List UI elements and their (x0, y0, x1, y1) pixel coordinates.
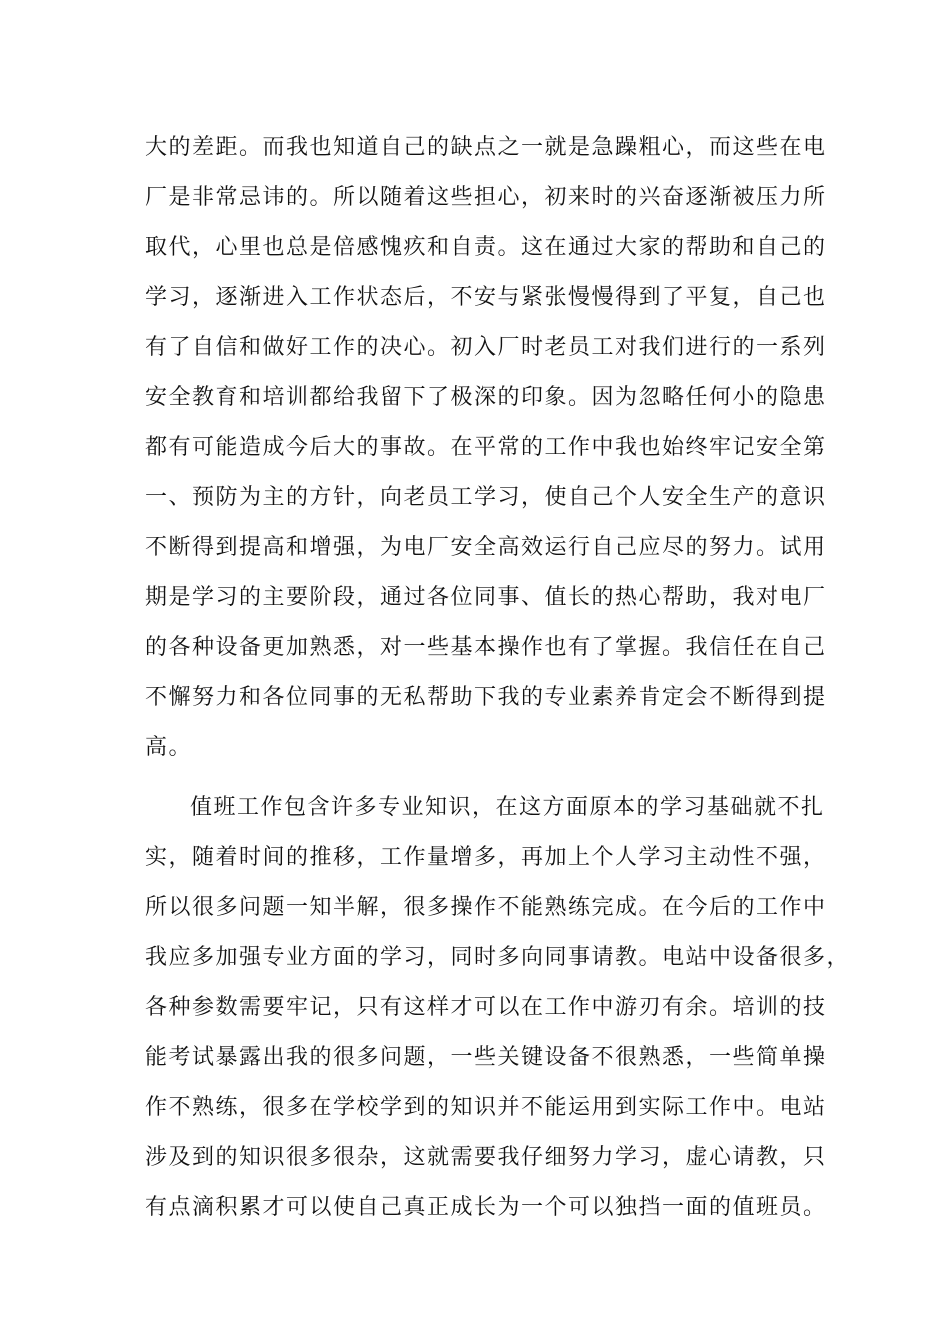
paragraph-1-line-8: 一、预防为主的方针，向老员工学习，使自己个人安全生产的意识 (145, 485, 827, 510)
paragraph-2-line-8: 涉及到的知识很多很杂，这就需要我仔细努力学习，虚心请教，只 (145, 1145, 827, 1170)
paragraph-1-line-9: 不断得到提高和增强，为电厂安全高效运行自己应尽的努力。试用 (145, 535, 827, 560)
paragraph-2-line-3: 所以很多问题一知半解，很多操作不能熟练完成。在今后的工作中 (145, 895, 827, 920)
paragraph-1-line-5: 有了自信和做好工作的决心。初入厂时老员工对我们进行的一系列 (145, 335, 827, 360)
paragraph-2-line-9: 有点滴积累才可以使自己真正成长为一个可以独挡一面的值班员。 (145, 1195, 827, 1220)
paragraph-1-line-3: 取代，心里也总是倍感愧疚和自责。这在通过大家的帮助和自己的 (145, 235, 827, 260)
paragraph-1-line-13: 高。 (145, 735, 193, 760)
paragraph-2-line-6: 能考试暴露出我的很多问题，一些关键设备不很熟悉，一些简单操 (145, 1045, 827, 1070)
paragraph-1-line-12: 不懈努力和各位同事的无私帮助下我的专业素养肯定会不断得到提 (145, 685, 827, 710)
paragraph-1-line-10: 期是学习的主要阶段，通过各位同事、值长的热心帮助，我对电厂 (145, 585, 827, 610)
paragraph-1-line-11: 的各种设备更加熟悉，对一些基本操作也有了掌握。我信任在自己 (145, 635, 827, 660)
paragraph-1-line-7: 都有可能造成今后大的事故。在平常的工作中我也始终牢记安全第 (145, 435, 827, 460)
paragraph-2-line-1: 值班工作包含许多专业知识，在这方面原本的学习基础就不扎 (190, 795, 825, 820)
paragraph-1-line-6: 安全教育和培训都给我留下了极深的印象。因为忽略任何小的隐患 (145, 385, 827, 410)
paragraph-1-line-2: 厂是非常忌讳的。所以随着这些担心，初来时的兴奋逐渐被压力所 (145, 185, 827, 210)
paragraph-2-line-5: 各种参数需要牢记，只有这样才可以在工作中游刃有余。培训的技 (145, 995, 827, 1020)
paragraph-1-line-1: 大的差距。而我也知道自己的缺点之一就是急躁粗心，而这些在电 (145, 135, 827, 160)
paragraph-2-line-2: 实，随着时间的推移，工作量增多，再加上个人学习主动性不强， (145, 845, 827, 870)
paragraph-2-line-7: 作不熟练，很多在学校学到的知识并不能运用到实际工作中。电站 (145, 1095, 827, 1120)
paragraph-1-line-4: 学习，逐渐进入工作状态后，不安与紧张慢慢得到了平复，自己也 (145, 285, 827, 310)
paragraph-2-line-4: 我应多加强专业方面的学习，同时多向同事请教。电站中设备很多， (145, 945, 851, 970)
